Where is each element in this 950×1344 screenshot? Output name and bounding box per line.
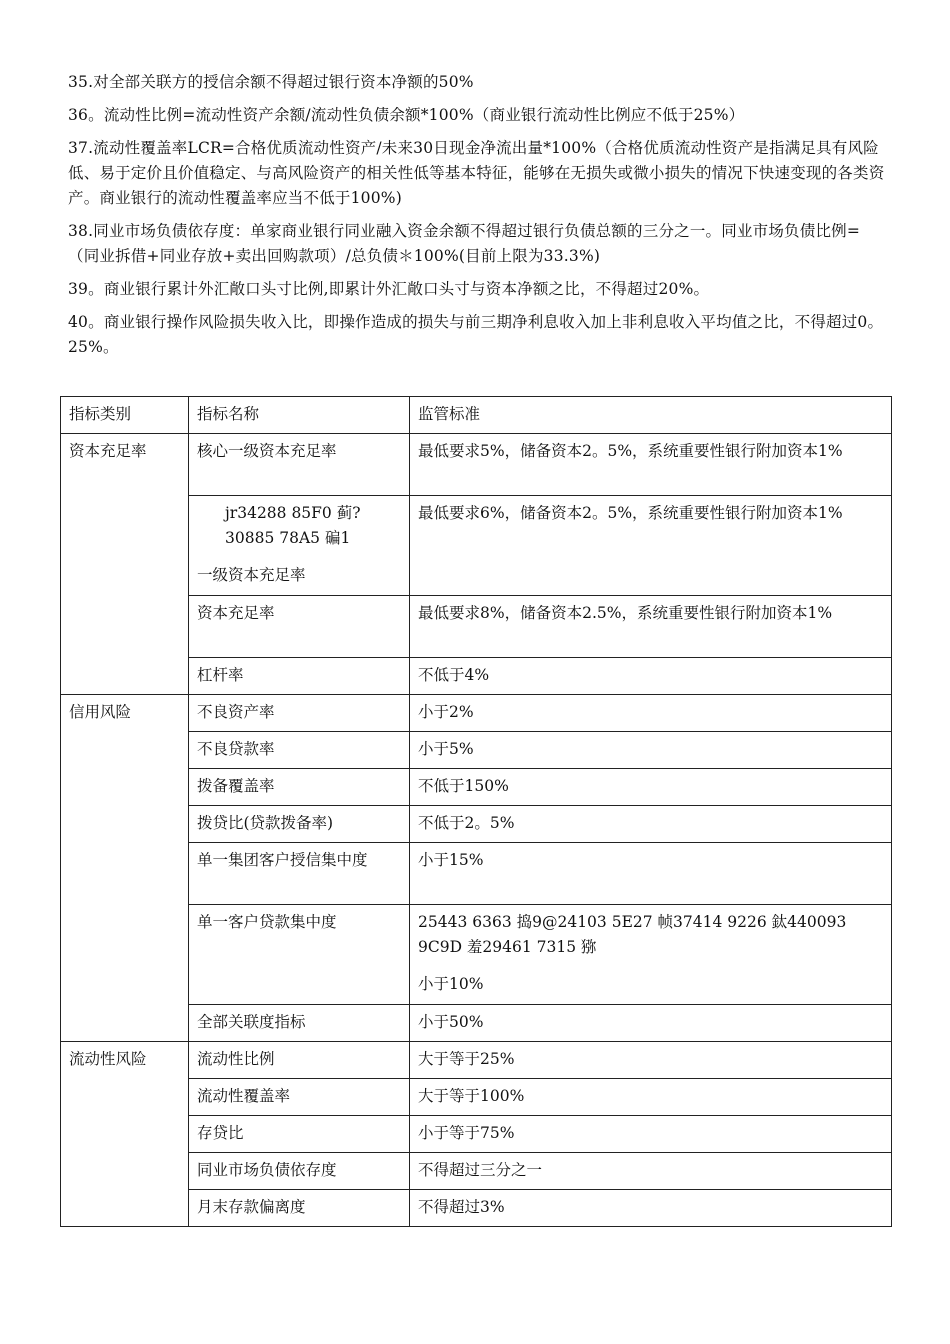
indicator-name: 全部关联度指标 [189, 1005, 410, 1042]
indicator-standard: 小于5% [410, 732, 892, 769]
indicator-standard: 大于等于100% [410, 1079, 892, 1116]
indicator-name: 单一集团客户授信集中度 [189, 843, 410, 905]
indicator-standard: 小于15% [410, 843, 892, 905]
indicator-standard: 小于等于75% [410, 1116, 892, 1153]
paragraph-37: 37.流动性覆盖率LCR=合格优质流动性资产/未来30日现金净流出量*100%（合格优质流动性资产是指满足具有风险低、易于定价且价值稳定、与高风险资产的相关性低等基本特征，能够在无损失或微小损失的情况下快速变现的各类资产。商业银行的流动性覆盖率应当不低于100%) [68, 139, 885, 207]
category-capital: 资本充足率 [61, 434, 189, 695]
paragraph-35: 35.对全部关联方的授信余额不得超过银行资本净额的50% [68, 73, 474, 91]
indicator-name-cell [189, 496, 410, 596]
indicator-name: 杠杆率 [189, 658, 410, 695]
indicator-standard: 大于等于25% [410, 1042, 892, 1079]
indicator-name: 单一客户贷款集中度 [189, 905, 410, 1005]
document-body [68, 70, 890, 368]
table-row [61, 695, 892, 732]
indicator-name: 不良资产率 [189, 695, 410, 732]
header-standard: 监管标准 [410, 397, 892, 434]
indicator-name: 月末存款偏离度 [189, 1190, 410, 1227]
paragraph-38: 38.同业市场负债依存度：单家商业银行同业融入资金余额不得超过银行负债总额的三分之一。同业市场负债比例=（同业拆借+同业存放+卖出回购款项）/总负债＊100%(目前上限为33.3%) [68, 222, 861, 265]
indicator-name: 不良贷款率 [189, 732, 410, 769]
indicator-name: 同业市场负债依存度 [189, 1153, 410, 1190]
indicator-standard: 小于2% [410, 695, 892, 732]
paragraph-40: 40。商业银行操作风险损失收入比，即操作造成的损失与前三期净利息收入加上非利息收入平均值之比，不得超过0。25%。 [68, 313, 884, 356]
indicator-name: 流动性比例 [189, 1042, 410, 1079]
noise-text: 25443 6363 捣9@24103 5E27 帧37414 9226 鈦440093 9C9D 羞29461 7315 猕 [418, 913, 847, 956]
header-category: 指标类别 [61, 397, 189, 434]
indicator-standard: 最低要求6%，储备资本2。5%，系统重要性银行附加资本1% [410, 496, 892, 596]
indicator-standard: 不得超过三分之一 [410, 1153, 892, 1190]
indicator-name: 拨备覆盖率 [189, 769, 410, 806]
indicator-standard: 小于50% [410, 1005, 892, 1042]
indicator-name: 核心一级资本充足率 [189, 434, 410, 496]
paragraph-39: 39。商业银行累计外汇敞口头寸比例,即累计外汇敞口头寸与资本净额之比，不得超过20%。 [68, 280, 710, 298]
indicator-standard: 最低要求8%，储备资本2.5%，系统重要性银行附加资本1% [410, 596, 892, 658]
regulatory-indicators-table [60, 396, 892, 1227]
paragraph-36: 36。流动性比例=流动性资产余额/流动性负债余额*100%（商业银行流动性比例应不低于25%） [68, 106, 745, 124]
indicator-name: 存贷比 [189, 1116, 410, 1153]
indicator-name: 一级资本充足率 [197, 566, 306, 584]
table-row [61, 1042, 892, 1079]
indicator-standard: 小于10% [418, 975, 484, 993]
noise-text: jr34288 85F0 蓟?30885 78A5 碥1 [225, 504, 361, 547]
header-indicator-name: 指标名称 [189, 397, 410, 434]
indicator-name: 资本充足率 [189, 596, 410, 658]
category-credit: 信用风险 [61, 695, 189, 1042]
indicator-standard: 不低于4% [410, 658, 892, 695]
indicator-standard-cell [410, 905, 892, 1005]
indicator-standard: 不低于150% [410, 769, 892, 806]
indicator-standard: 不得超过3% [410, 1190, 892, 1227]
indicator-name: 流动性覆盖率 [189, 1079, 410, 1116]
indicator-standard: 最低要求5%，储备资本2。5%，系统重要性银行附加资本1% [410, 434, 892, 496]
table-row [61, 434, 892, 496]
indicator-standard: 不低于2。5% [410, 806, 892, 843]
indicator-name: 拨贷比(贷款拨备率) [189, 806, 410, 843]
category-liquidity: 流动性风险 [61, 1042, 189, 1227]
table-header-row [61, 397, 892, 434]
